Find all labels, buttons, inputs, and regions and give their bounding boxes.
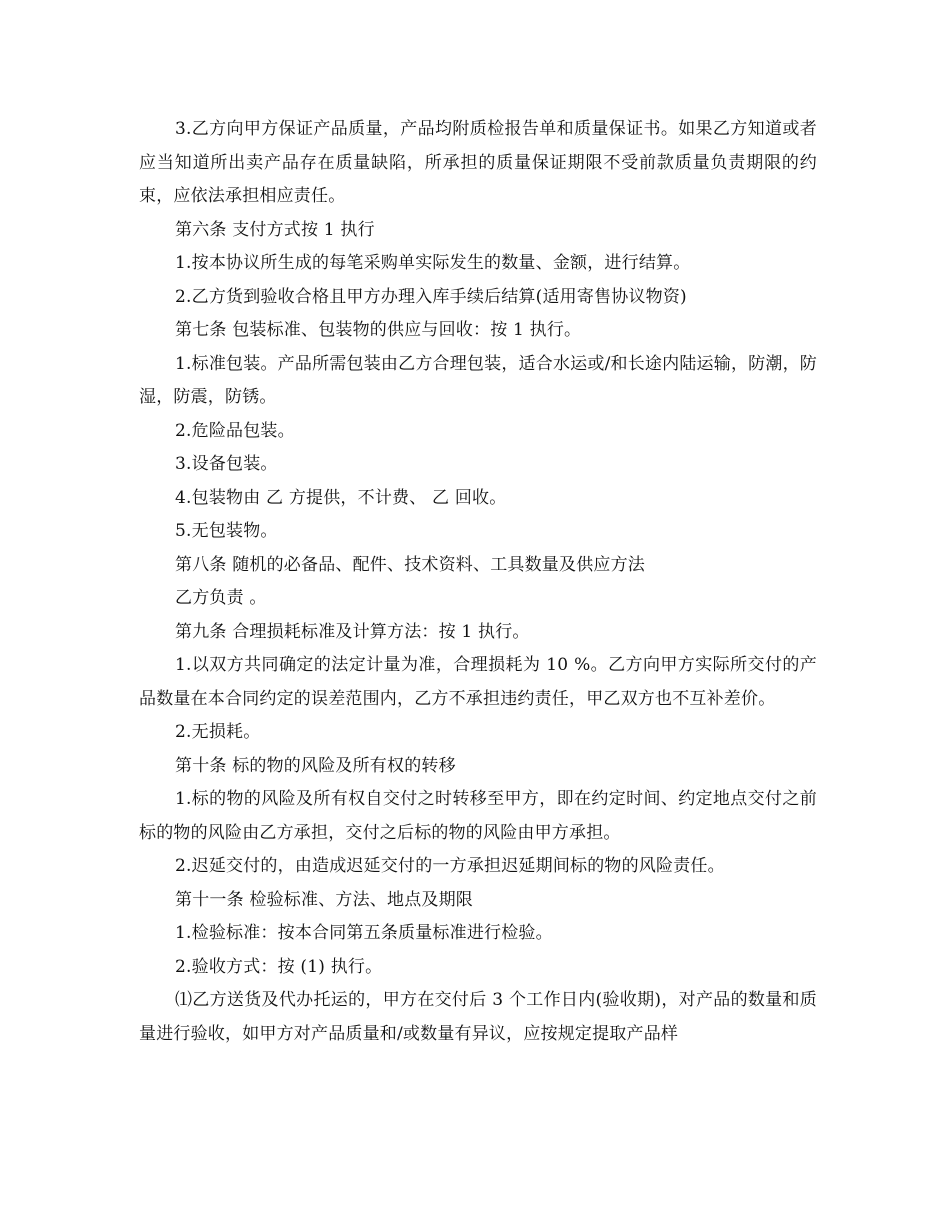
paragraph: 5.无包装物。	[175, 521, 278, 541]
paragraph: 1.标的物的风险及所有权自交付之时转移至甲方，即在约定时间、约定地点交付之前标的物的风险由乙方承担，交付之后标的物的风险由甲方承担。	[139, 789, 817, 843]
paragraph: 2.迟延交付的，由造成迟延交付的一方承担迟延期间标的物的风险责任。	[175, 856, 725, 876]
paragraph: 2.验收方式：按 (1) 执行。	[175, 956, 383, 977]
paragraph: 4.包装物由 乙 方提供，不计费、 乙 回收。	[175, 487, 507, 508]
paragraph: 第九条 合理损耗标准及计算方法：按 1 执行。	[175, 621, 530, 642]
paragraph: 乙方负责 。	[175, 588, 267, 608]
paragraph: 1.按本协议所生成的每笔采购单实际发生的数量、金额，进行结算。	[175, 253, 691, 273]
paragraph: ⑴乙方送货及代办托运的，甲方在交付后 3 个工作日内(验收期)，对产品的数量和质量进行验收，如甲方对产品质量和/或数量有异议，应按规定提取产品样	[139, 990, 817, 1044]
paragraph: 2.乙方货到验收合格且甲方办理入库手续后结算(适用寄售协议物资)	[175, 286, 687, 307]
paragraph: 第七条 包装标准、包装物的供应与回收：按 1 执行。	[175, 320, 582, 340]
paragraph: 3.设备包装。	[175, 454, 278, 474]
paragraph: 1.标准包装。产品所需包装由乙方合理包装，适合水运或/和长途内陆运输，防潮，防湿，防震，防锈。	[139, 353, 817, 407]
paragraph: 2.无损耗。	[175, 722, 261, 742]
paragraph: 3.乙方向甲方保证产品质量，产品均附质检报告单和质量保证书。如果乙方知道或者应当知道所出卖产品存在质量缺陷，所承担的质量保证期限不受前款质量负责期限的约束，应依法承担相应责任。	[139, 119, 817, 206]
paragraph: 2.危险品包装。	[175, 420, 295, 441]
paragraph: 第十一条 检验标准、方法、地点及期限	[175, 889, 474, 910]
paragraph: 第八条 随机的必备品、配件、技术资料、工具数量及供应方法	[175, 554, 646, 575]
document-body	[139, 113, 817, 1051]
paragraph: 第十条 标的物的风险及所有权的转移	[175, 755, 456, 776]
paragraph: 第六条 支付方式按 1 执行	[175, 219, 375, 240]
paragraph: 1.以双方共同确定的法定计量为准，合理损耗为 10 %。乙方向甲方实际所交付的产品数量在本合同约定的误差范围内，乙方不承担违约责任，甲乙双方也不互补差价。	[139, 655, 817, 709]
paragraph: 1.检验标准：按本合同第五条质量标准进行检验。	[175, 923, 553, 943]
